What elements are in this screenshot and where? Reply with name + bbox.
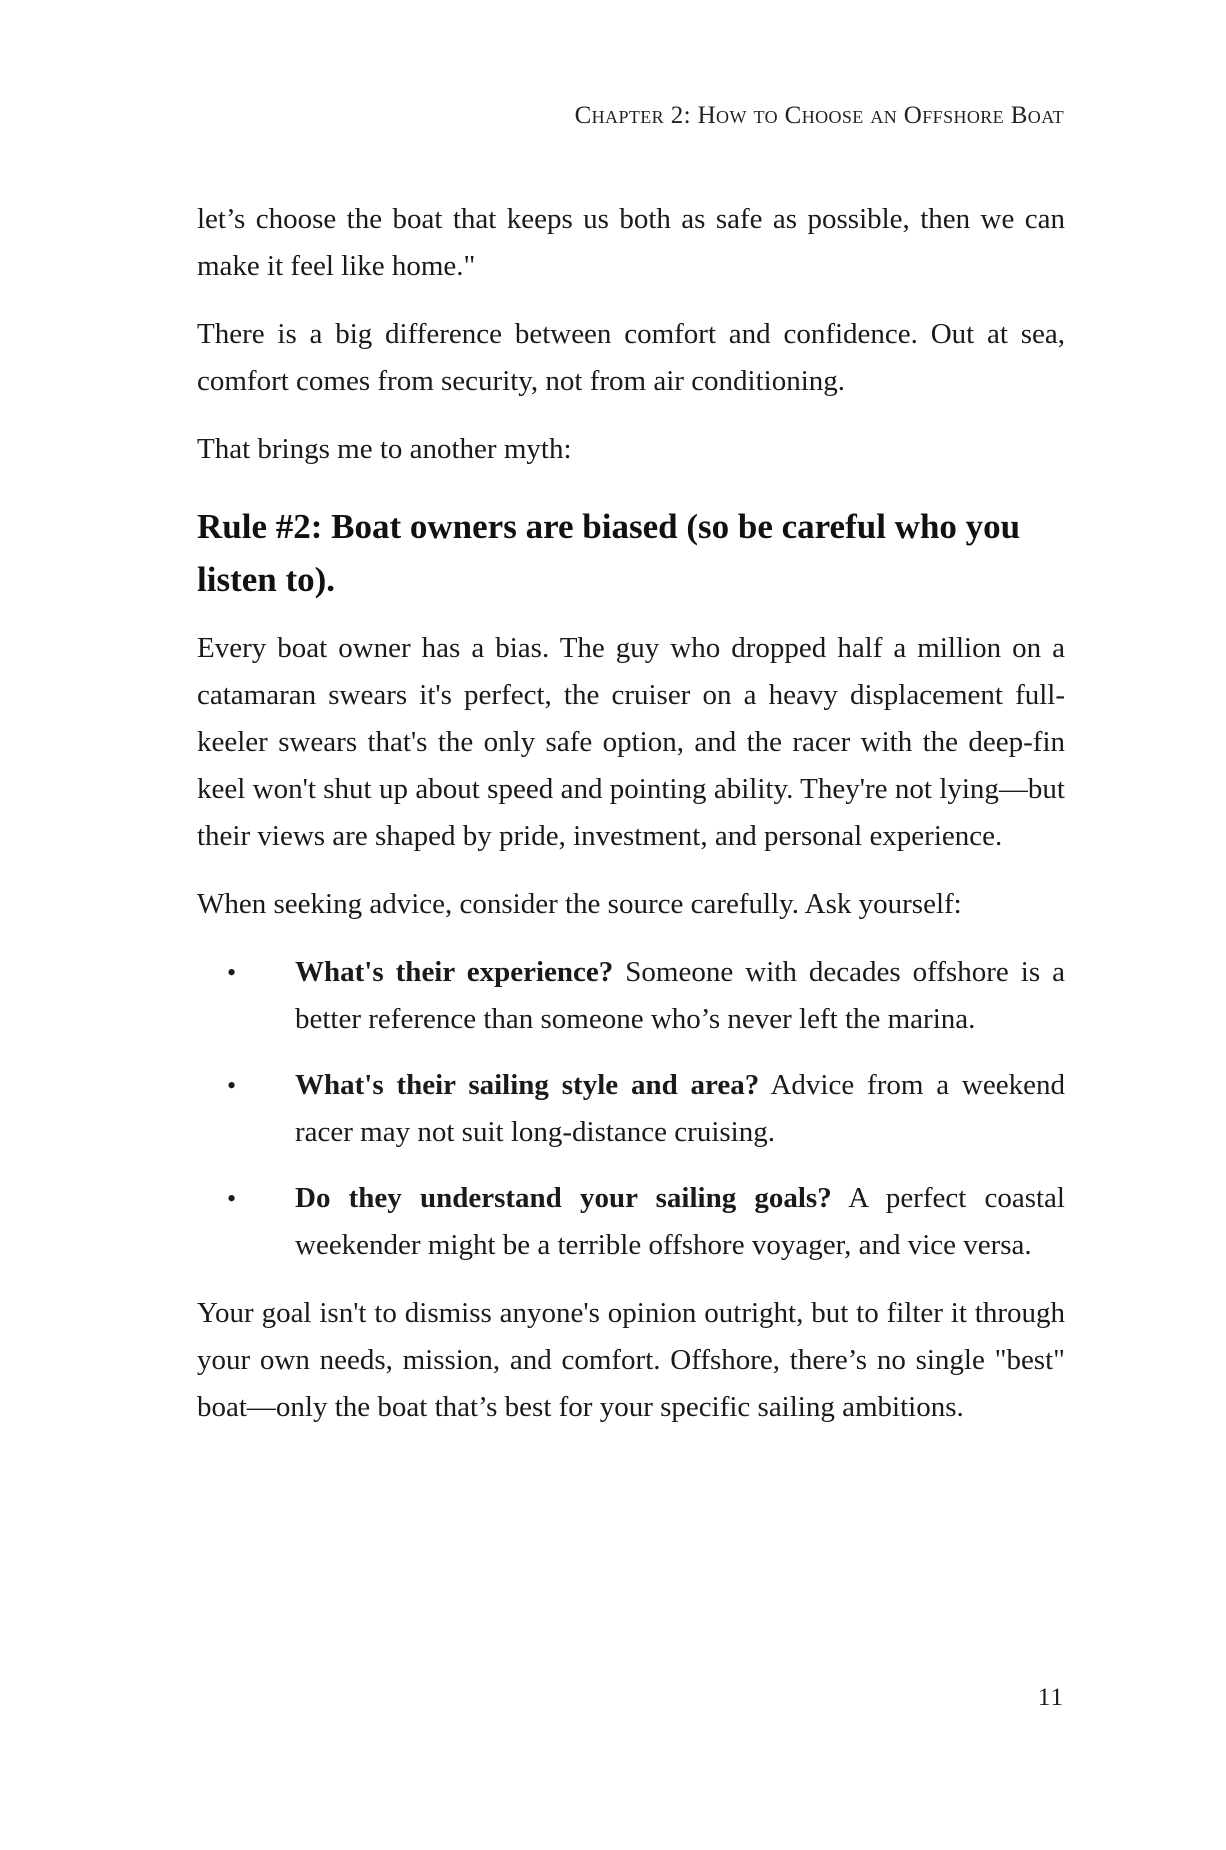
page-body (197, 196, 1065, 1452)
list-item (197, 1175, 1065, 1269)
list-item-text: A perfect coastal weekender might be a terrible offshore voyager, and vice versa. (295, 1182, 1065, 1261)
list-item-lead: Do they understand your sailing goals? (295, 1182, 832, 1214)
list-item (197, 949, 1065, 1043)
running-header: Chapter 2: How to Choose an Offshore Boat (574, 102, 1064, 129)
paragraph: let’s choose the boat that keeps us both as safe as possible, then we can make it feel like home." (197, 203, 1065, 282)
page-number: 11 (1037, 1684, 1064, 1711)
paragraph: There is a big difference between comfort and confidence. Out at sea, comfort comes from security, not from air conditioning. (197, 318, 1065, 397)
bullet-icon: • (227, 958, 237, 987)
paragraph: When seeking advice, consider the source carefully. Ask yourself: (197, 888, 962, 920)
paragraph: That brings me to another myth: (197, 433, 572, 465)
paragraph: Your goal isn't to dismiss anyone's opinion outright, but to filter it through your own needs, mission, and comfort. Offshore, there’s no single "best" boat—only the boat that’s best for your specific sailing ambitions. (197, 1297, 1065, 1423)
list-item-text: Advice from a weekend racer may not suit long-distance cruising. (295, 1069, 1065, 1148)
list-item (197, 1062, 1065, 1156)
bullet-icon: • (227, 1184, 237, 1213)
list-item-lead: What's their experience? (295, 956, 614, 988)
paragraph: Every boat owner has a bias. The guy who dropped half a million on a catamaran swears it's perfect, the cruiser on a heavy displacement full-keeler swears that's the only safe option, and the racer with the deep-fin keel won't shut up about speed and pointing ability. They're not lying—but their views are shaped by pride, investment, and personal experience. (197, 632, 1065, 852)
list-item-lead: What's their sailing style and area? (295, 1069, 760, 1101)
bullet-icon: • (227, 1071, 237, 1100)
bullet-list (197, 949, 1065, 1269)
section-heading: Rule #2: Boat owners are biased (so be careful who you listen to). (197, 507, 1021, 599)
list-item-text: Someone with decades offshore is a better reference than someone who’s never left the marina. (295, 956, 1065, 1035)
